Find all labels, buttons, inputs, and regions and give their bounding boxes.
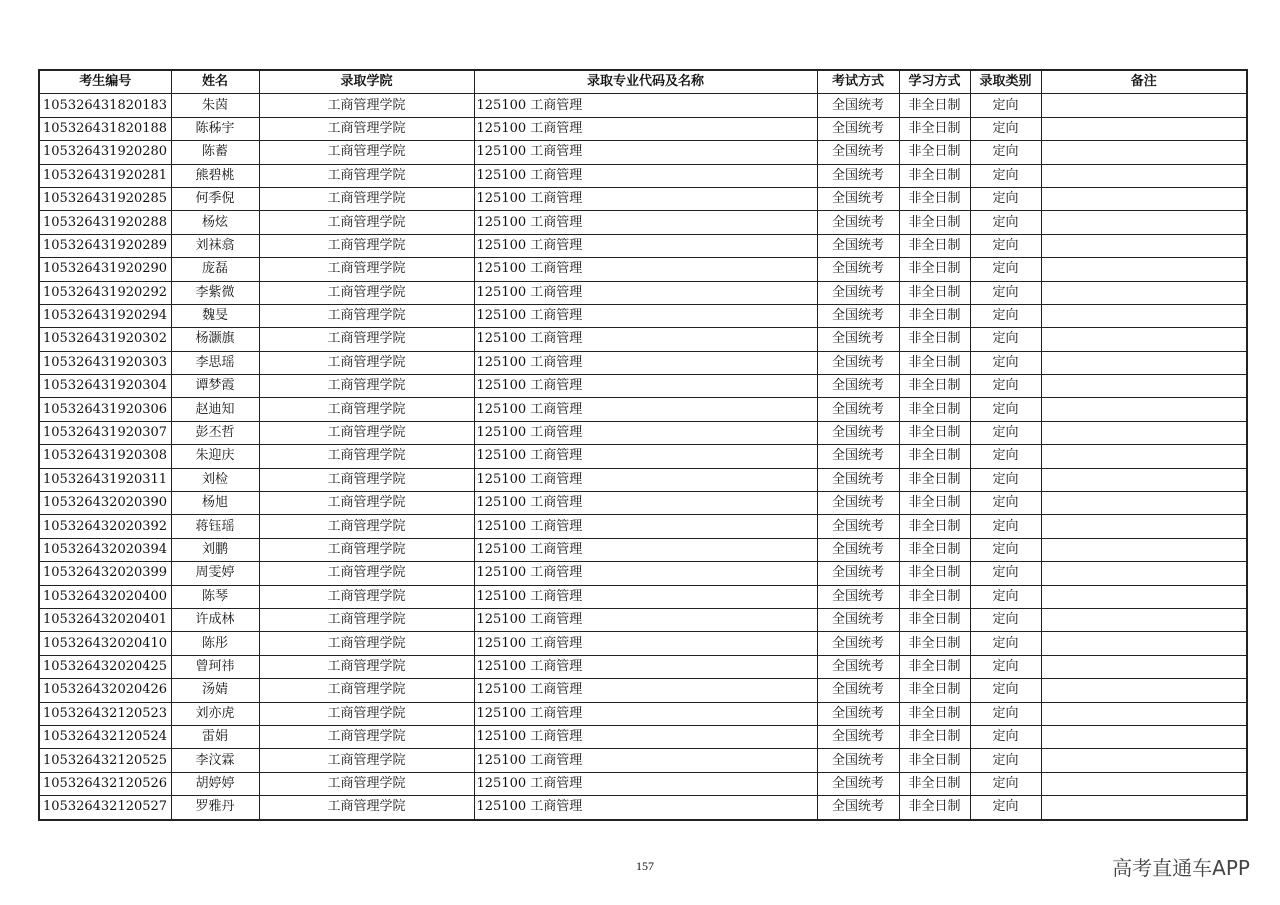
cell-exam-type: 全国统考: [817, 398, 899, 421]
cell-major: 125100 工商管理: [474, 749, 817, 772]
cell-category: 定向: [970, 211, 1041, 234]
cell-name: 赵迪知: [171, 398, 259, 421]
cell-exam-id: 105326432020399: [39, 562, 171, 585]
cell-major: 125100 工商管理: [474, 211, 817, 234]
cell-major: 125100 工商管理: [474, 655, 817, 678]
table-row: [39, 141, 1247, 164]
cell-name: 魏旻: [171, 304, 259, 327]
cell-study-mode: 非全日制: [899, 234, 970, 257]
cell-study-mode: 非全日制: [899, 211, 970, 234]
cell-category: 定向: [970, 515, 1041, 538]
cell-study-mode: 非全日制: [899, 94, 970, 117]
cell-name: 李思瑶: [171, 351, 259, 374]
cell-study-mode: 非全日制: [899, 304, 970, 327]
cell-remarks: [1041, 515, 1247, 538]
cell-exam-type: 全国统考: [817, 187, 899, 210]
watermark-text: 高考直通车APP: [1112, 856, 1250, 880]
cell-name: 陈蓄: [171, 141, 259, 164]
cell-category: 定向: [970, 749, 1041, 772]
table-row: [39, 94, 1247, 117]
cell-exam-id: 105326432120523: [39, 702, 171, 725]
cell-major: 125100 工商管理: [474, 258, 817, 281]
cell-exam-id: 105326431920294: [39, 304, 171, 327]
cell-remarks: [1041, 187, 1247, 210]
cell-remarks: [1041, 702, 1247, 725]
cell-remarks: [1041, 679, 1247, 702]
cell-exam-type: 全国统考: [817, 328, 899, 351]
cell-exam-id: 105326431920311: [39, 468, 171, 491]
cell-study-mode: 非全日制: [899, 141, 970, 164]
cell-study-mode: 非全日制: [899, 796, 970, 820]
cell-category: 定向: [970, 398, 1041, 421]
cell-college: 工商管理学院: [259, 94, 474, 117]
table-row: [39, 445, 1247, 468]
cell-study-mode: 非全日制: [899, 117, 970, 140]
cell-remarks: [1041, 725, 1247, 748]
cell-study-mode: 非全日制: [899, 492, 970, 515]
cell-exam-type: 全国统考: [817, 445, 899, 468]
cell-major: 125100 工商管理: [474, 796, 817, 820]
cell-remarks: [1041, 632, 1247, 655]
cell-exam-type: 全国统考: [817, 468, 899, 491]
cell-remarks: [1041, 281, 1247, 304]
cell-remarks: [1041, 585, 1247, 608]
cell-remarks: [1041, 445, 1247, 468]
table-row: [39, 515, 1247, 538]
cell-exam-id: 105326431920290: [39, 258, 171, 281]
cell-major: 125100 工商管理: [474, 187, 817, 210]
cell-remarks: [1041, 211, 1247, 234]
cell-exam-id: 105326432020425: [39, 655, 171, 678]
cell-exam-type: 全国统考: [817, 655, 899, 678]
cell-study-mode: 非全日制: [899, 468, 970, 491]
cell-name: 曾珂祎: [171, 655, 259, 678]
cell-name: 陈秭宇: [171, 117, 259, 140]
cell-name: 蒋钰瑶: [171, 515, 259, 538]
cell-major: 125100 工商管理: [474, 117, 817, 140]
cell-exam-type: 全国统考: [817, 796, 899, 820]
cell-exam-type: 全国统考: [817, 141, 899, 164]
header-college: 录取学院: [259, 70, 474, 94]
cell-college: 工商管理学院: [259, 211, 474, 234]
cell-name: 周雯婷: [171, 562, 259, 585]
cell-college: 工商管理学院: [259, 702, 474, 725]
cell-remarks: [1041, 796, 1247, 820]
cell-exam-id: 105326432020426: [39, 679, 171, 702]
table-body: [39, 94, 1247, 820]
cell-remarks: [1041, 398, 1247, 421]
cell-college: 工商管理学院: [259, 585, 474, 608]
cell-college: 工商管理学院: [259, 796, 474, 820]
cell-name: 杨旭: [171, 492, 259, 515]
cell-college: 工商管理学院: [259, 468, 474, 491]
cell-study-mode: 非全日制: [899, 398, 970, 421]
cell-exam-type: 全国统考: [817, 304, 899, 327]
cell-name: 李紫微: [171, 281, 259, 304]
cell-category: 定向: [970, 702, 1041, 725]
table-row: [39, 796, 1247, 820]
cell-category: 定向: [970, 94, 1041, 117]
table-row: [39, 492, 1247, 515]
cell-category: 定向: [970, 421, 1041, 444]
cell-exam-type: 全国统考: [817, 749, 899, 772]
cell-college: 工商管理学院: [259, 421, 474, 444]
cell-category: 定向: [970, 562, 1041, 585]
cell-exam-type: 全国统考: [817, 258, 899, 281]
cell-category: 定向: [970, 468, 1041, 491]
table-row: [39, 375, 1247, 398]
table-row: [39, 679, 1247, 702]
table-row: [39, 749, 1247, 772]
cell-exam-type: 全国统考: [817, 94, 899, 117]
table-row: [39, 538, 1247, 561]
cell-category: 定向: [970, 234, 1041, 257]
cell-study-mode: 非全日制: [899, 562, 970, 585]
cell-remarks: [1041, 749, 1247, 772]
cell-category: 定向: [970, 445, 1041, 468]
cell-study-mode: 非全日制: [899, 351, 970, 374]
cell-exam-type: 全国统考: [817, 234, 899, 257]
admission-table: [38, 69, 1248, 821]
cell-name: 陈彤: [171, 632, 259, 655]
cell-college: 工商管理学院: [259, 772, 474, 795]
cell-study-mode: 非全日制: [899, 187, 970, 210]
cell-name: 何季倪: [171, 187, 259, 210]
cell-college: 工商管理学院: [259, 515, 474, 538]
cell-exam-id: 105326431820188: [39, 117, 171, 140]
cell-exam-type: 全国统考: [817, 562, 899, 585]
cell-category: 定向: [970, 187, 1041, 210]
cell-name: 杨灏旗: [171, 328, 259, 351]
cell-category: 定向: [970, 328, 1041, 351]
cell-exam-id: 105326432020401: [39, 608, 171, 631]
cell-remarks: [1041, 328, 1247, 351]
cell-major: 125100 工商管理: [474, 445, 817, 468]
cell-remarks: [1041, 351, 1247, 374]
cell-study-mode: 非全日制: [899, 679, 970, 702]
cell-exam-type: 全国统考: [817, 538, 899, 561]
cell-exam-id: 105326431920307: [39, 421, 171, 444]
cell-study-mode: 非全日制: [899, 702, 970, 725]
cell-category: 定向: [970, 304, 1041, 327]
cell-college: 工商管理学院: [259, 725, 474, 748]
cell-study-mode: 非全日制: [899, 585, 970, 608]
cell-study-mode: 非全日制: [899, 772, 970, 795]
table-row: [39, 585, 1247, 608]
cell-study-mode: 非全日制: [899, 445, 970, 468]
cell-remarks: [1041, 538, 1247, 561]
cell-category: 定向: [970, 258, 1041, 281]
cell-category: 定向: [970, 632, 1041, 655]
cell-exam-id: 105326432120526: [39, 772, 171, 795]
cell-study-mode: 非全日制: [899, 538, 970, 561]
table-row: [39, 328, 1247, 351]
cell-exam-id: 105326431920306: [39, 398, 171, 421]
cell-college: 工商管理学院: [259, 304, 474, 327]
cell-study-mode: 非全日制: [899, 725, 970, 748]
table-header: [39, 70, 1247, 94]
header-exam-id: 考生编号: [39, 70, 171, 94]
header-row: [39, 70, 1247, 94]
cell-study-mode: 非全日制: [899, 328, 970, 351]
cell-name: 汤婧: [171, 679, 259, 702]
cell-college: 工商管理学院: [259, 234, 474, 257]
cell-exam-id: 105326431920281: [39, 164, 171, 187]
cell-college: 工商管理学院: [259, 258, 474, 281]
cell-exam-id: 105326431820183: [39, 94, 171, 117]
cell-major: 125100 工商管理: [474, 608, 817, 631]
table-row: [39, 187, 1247, 210]
cell-major: 125100 工商管理: [474, 94, 817, 117]
cell-major: 125100 工商管理: [474, 772, 817, 795]
cell-exam-id: 105326431920288: [39, 211, 171, 234]
cell-exam-type: 全国统考: [817, 608, 899, 631]
table-row: [39, 655, 1247, 678]
cell-college: 工商管理学院: [259, 538, 474, 561]
cell-category: 定向: [970, 585, 1041, 608]
cell-exam-id: 105326432120524: [39, 725, 171, 748]
table-row: [39, 117, 1247, 140]
cell-exam-type: 全国统考: [817, 281, 899, 304]
table-row: [39, 421, 1247, 444]
header-major: 录取专业代码及名称: [474, 70, 817, 94]
cell-college: 工商管理学院: [259, 562, 474, 585]
cell-exam-id: 105326432020400: [39, 585, 171, 608]
cell-category: 定向: [970, 679, 1041, 702]
cell-study-mode: 非全日制: [899, 749, 970, 772]
table-row: [39, 702, 1247, 725]
cell-college: 工商管理学院: [259, 164, 474, 187]
table-row: [39, 258, 1247, 281]
cell-college: 工商管理学院: [259, 492, 474, 515]
cell-category: 定向: [970, 117, 1041, 140]
cell-study-mode: 非全日制: [899, 655, 970, 678]
cell-major: 125100 工商管理: [474, 234, 817, 257]
table-row: [39, 351, 1247, 374]
cell-category: 定向: [970, 538, 1041, 561]
cell-exam-id: 105326432120527: [39, 796, 171, 820]
cell-name: 李汶霖: [171, 749, 259, 772]
cell-remarks: [1041, 94, 1247, 117]
table-row: [39, 725, 1247, 748]
table-row: [39, 398, 1247, 421]
cell-remarks: [1041, 141, 1247, 164]
cell-major: 125100 工商管理: [474, 328, 817, 351]
cell-study-mode: 非全日制: [899, 515, 970, 538]
header-remarks: 备注: [1041, 70, 1247, 94]
cell-name: 庞磊: [171, 258, 259, 281]
cell-exam-type: 全国统考: [817, 375, 899, 398]
cell-study-mode: 非全日制: [899, 375, 970, 398]
cell-name: 刘鹏: [171, 538, 259, 561]
cell-college: 工商管理学院: [259, 608, 474, 631]
cell-exam-id: 105326432020394: [39, 538, 171, 561]
cell-remarks: [1041, 164, 1247, 187]
cell-major: 125100 工商管理: [474, 679, 817, 702]
table-row: [39, 234, 1247, 257]
cell-remarks: [1041, 421, 1247, 444]
cell-exam-id: 105326431920285: [39, 187, 171, 210]
cell-college: 工商管理学院: [259, 187, 474, 210]
table-row: [39, 632, 1247, 655]
cell-study-mode: 非全日制: [899, 164, 970, 187]
cell-major: 125100 工商管理: [474, 725, 817, 748]
cell-exam-id: 105326432120525: [39, 749, 171, 772]
cell-exam-type: 全国统考: [817, 211, 899, 234]
cell-name: 雷娟: [171, 725, 259, 748]
cell-major: 125100 工商管理: [474, 468, 817, 491]
cell-exam-id: 105326432020392: [39, 515, 171, 538]
cell-name: 刘亦虎: [171, 702, 259, 725]
cell-remarks: [1041, 655, 1247, 678]
cell-major: 125100 工商管理: [474, 281, 817, 304]
cell-exam-id: 105326432020390: [39, 492, 171, 515]
cell-category: 定向: [970, 772, 1041, 795]
cell-remarks: [1041, 117, 1247, 140]
cell-name: 许成林: [171, 608, 259, 631]
cell-category: 定向: [970, 281, 1041, 304]
cell-study-mode: 非全日制: [899, 258, 970, 281]
cell-name: 谭梦霞: [171, 375, 259, 398]
cell-major: 125100 工商管理: [474, 304, 817, 327]
cell-exam-type: 全国统考: [817, 492, 899, 515]
cell-major: 125100 工商管理: [474, 141, 817, 164]
cell-college: 工商管理学院: [259, 351, 474, 374]
table-row: [39, 164, 1247, 187]
cell-exam-type: 全国统考: [817, 772, 899, 795]
cell-name: 彭丕哲: [171, 421, 259, 444]
cell-exam-id: 105326431920308: [39, 445, 171, 468]
cell-college: 工商管理学院: [259, 749, 474, 772]
cell-remarks: [1041, 468, 1247, 491]
cell-category: 定向: [970, 164, 1041, 187]
cell-exam-id: 105326431920303: [39, 351, 171, 374]
header-name: 姓名: [171, 70, 259, 94]
header-study-mode: 学习方式: [899, 70, 970, 94]
table-row: [39, 304, 1247, 327]
cell-exam-type: 全国统考: [817, 679, 899, 702]
page-number: 157: [636, 859, 654, 873]
cell-remarks: [1041, 375, 1247, 398]
cell-exam-type: 全国统考: [817, 421, 899, 444]
cell-major: 125100 工商管理: [474, 562, 817, 585]
cell-college: 工商管理学院: [259, 398, 474, 421]
cell-study-mode: 非全日制: [899, 281, 970, 304]
cell-major: 125100 工商管理: [474, 515, 817, 538]
cell-college: 工商管理学院: [259, 445, 474, 468]
cell-exam-id: 105326431920280: [39, 141, 171, 164]
cell-name: 朱茵: [171, 94, 259, 117]
cell-exam-type: 全国统考: [817, 117, 899, 140]
cell-exam-id: 105326432020410: [39, 632, 171, 655]
cell-college: 工商管理学院: [259, 328, 474, 351]
cell-category: 定向: [970, 725, 1041, 748]
cell-exam-type: 全国统考: [817, 585, 899, 608]
cell-major: 125100 工商管理: [474, 585, 817, 608]
cell-exam-id: 105326431920289: [39, 234, 171, 257]
cell-category: 定向: [970, 796, 1041, 820]
cell-college: 工商管理学院: [259, 679, 474, 702]
cell-major: 125100 工商管理: [474, 351, 817, 374]
cell-college: 工商管理学院: [259, 141, 474, 164]
cell-remarks: [1041, 562, 1247, 585]
cell-category: 定向: [970, 141, 1041, 164]
cell-exam-type: 全国统考: [817, 702, 899, 725]
cell-name: 朱迎庆: [171, 445, 259, 468]
cell-exam-type: 全国统考: [817, 351, 899, 374]
cell-exam-id: 105326431920292: [39, 281, 171, 304]
cell-remarks: [1041, 234, 1247, 257]
cell-exam-type: 全国统考: [817, 632, 899, 655]
cell-remarks: [1041, 608, 1247, 631]
table-row: [39, 468, 1247, 491]
cell-name: 刘袜翕: [171, 234, 259, 257]
cell-category: 定向: [970, 655, 1041, 678]
cell-major: 125100 工商管理: [474, 702, 817, 725]
header-category: 录取类别: [970, 70, 1041, 94]
cell-exam-id: 105326431920304: [39, 375, 171, 398]
cell-remarks: [1041, 304, 1247, 327]
cell-name: 罗雅丹: [171, 796, 259, 820]
cell-college: 工商管理学院: [259, 375, 474, 398]
table-row: [39, 562, 1247, 585]
cell-major: 125100 工商管理: [474, 538, 817, 561]
cell-category: 定向: [970, 351, 1041, 374]
cell-name: 陈琴: [171, 585, 259, 608]
table-row: [39, 211, 1247, 234]
cell-remarks: [1041, 258, 1247, 281]
cell-college: 工商管理学院: [259, 281, 474, 304]
cell-exam-type: 全国统考: [817, 725, 899, 748]
cell-major: 125100 工商管理: [474, 398, 817, 421]
cell-college: 工商管理学院: [259, 117, 474, 140]
cell-major: 125100 工商管理: [474, 492, 817, 515]
cell-remarks: [1041, 492, 1247, 515]
cell-major: 125100 工商管理: [474, 421, 817, 444]
cell-name: 胡婷婷: [171, 772, 259, 795]
cell-name: 熊碧桃: [171, 164, 259, 187]
cell-category: 定向: [970, 608, 1041, 631]
cell-remarks: [1041, 772, 1247, 795]
cell-name: 刘检: [171, 468, 259, 491]
table-row: [39, 608, 1247, 631]
header-exam-type: 考试方式: [817, 70, 899, 94]
cell-category: 定向: [970, 375, 1041, 398]
cell-category: 定向: [970, 492, 1041, 515]
cell-exam-id: 105326431920302: [39, 328, 171, 351]
cell-major: 125100 工商管理: [474, 375, 817, 398]
cell-study-mode: 非全日制: [899, 421, 970, 444]
cell-study-mode: 非全日制: [899, 608, 970, 631]
table-row: [39, 772, 1247, 795]
cell-study-mode: 非全日制: [899, 632, 970, 655]
cell-college: 工商管理学院: [259, 655, 474, 678]
cell-college: 工商管理学院: [259, 632, 474, 655]
cell-exam-type: 全国统考: [817, 515, 899, 538]
cell-exam-type: 全国统考: [817, 164, 899, 187]
cell-major: 125100 工商管理: [474, 632, 817, 655]
table-row: [39, 281, 1247, 304]
cell-major: 125100 工商管理: [474, 164, 817, 187]
cell-name: 杨炫: [171, 211, 259, 234]
